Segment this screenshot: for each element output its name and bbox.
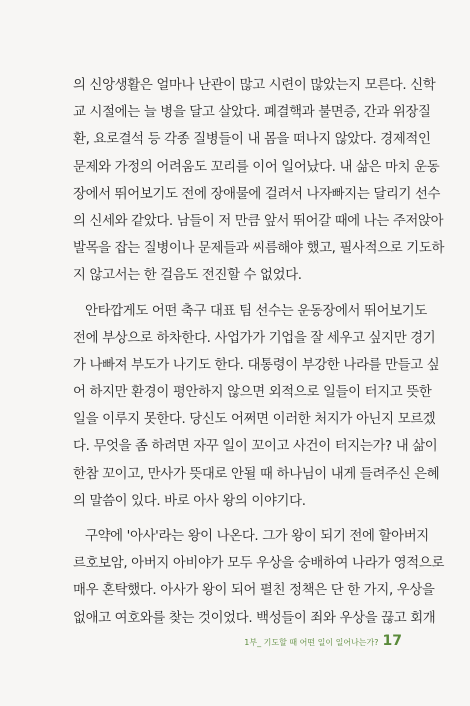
- text-line: 장에서 뛰어보기도 전에 장애물에 걸려서 나자빠지는 달리기 선수: [73, 186, 441, 202]
- page-footer: [244, 633, 402, 649]
- text-line: 다. 무엇을 좀 하려면 자꾸 일이 꼬이고 사건이 터지는가? 내 삶이: [73, 439, 438, 455]
- text-line: 전에 부상으로 하차한다. 사업가가 기업을 잘 세우고 싶지만 경기: [73, 330, 436, 346]
- text-line: 매우 혼탁했다. 아사가 왕이 되어 펼친 정책은 단 한 가지, 우상을: [73, 583, 435, 599]
- text-line: 없애고 여호와를 찾는 것이었다. 백성들이 죄와 우상을 끊고 회개: [73, 610, 436, 626]
- text-line: 문제와 가정의 어려움도 꼬리를 이어 일어났다. 내 삶은 마치 운동: [73, 159, 440, 175]
- text-line: 교 시절에는 늘 병을 달고 살았다. 폐결핵과 불면증, 간과 위장질: [73, 105, 431, 121]
- page-number: 17: [382, 633, 402, 649]
- paragraph-1: [73, 72, 445, 290]
- chapter-running-head: 1부_ 기도할 때 어떤 일이 일어나는가?: [244, 638, 379, 647]
- text-line: 구약에 '아사'라는 왕이 나온다. 그가 왕이 되기 전에 할아버지: [85, 529, 429, 544]
- text-line: 의 신앙생활은 얼마나 난관이 많고 시련이 많았는지 모른다. 신학: [73, 78, 436, 93]
- text-line: 르호보암, 아버지 아비야가 모두 우상을 숭배하여 나라가 영적으로: [73, 556, 445, 572]
- text-line: 한참 꼬이고, 만사가 뜻대로 안될 때 하나님이 내게 들려주신 은혜: [73, 466, 440, 482]
- text-line: 일을 이루지 못한다. 당신도 어쩌면 이러한 처지가 아닌지 모르겠: [73, 412, 436, 428]
- text-line: 의 신세와 같았다. 남들이 저 만큼 앞서 뛰어갈 때에 나는 주저앉아: [73, 213, 444, 229]
- paragraph-gap: [73, 290, 405, 298]
- paragraph-2: [73, 298, 440, 516]
- paragraph-3: [73, 523, 445, 632]
- text-line: 의 말씀이 있다. 바로 아사 왕의 이야기다.: [73, 493, 306, 509]
- text-line: 어 하지만 환경이 평안하지 않으면 외적으로 일들이 터지고 뜻한: [73, 385, 432, 401]
- body-text: [73, 72, 445, 632]
- text-line: 안타깝게도 어떤 축구 대표 팀 선수는 운동장에서 뛰어보기도: [85, 303, 427, 319]
- text-line: 환, 요로결석 등 각종 질병들이 내 몸을 떠나지 않았다. 경제적인: [73, 132, 431, 148]
- text-line: 발목을 잡는 질병이나 문제들과 씨름해야 했고, 필사적으로 기도하: [73, 241, 445, 257]
- paragraph-gap: [73, 515, 405, 523]
- text-line: 가 나빠져 부도가 나기도 한다. 대통령이 부강한 나라를 만들고 싶: [73, 357, 440, 373]
- text-line: 지 않고서는 한 걸음도 전진할 수 없었다.: [73, 268, 302, 284]
